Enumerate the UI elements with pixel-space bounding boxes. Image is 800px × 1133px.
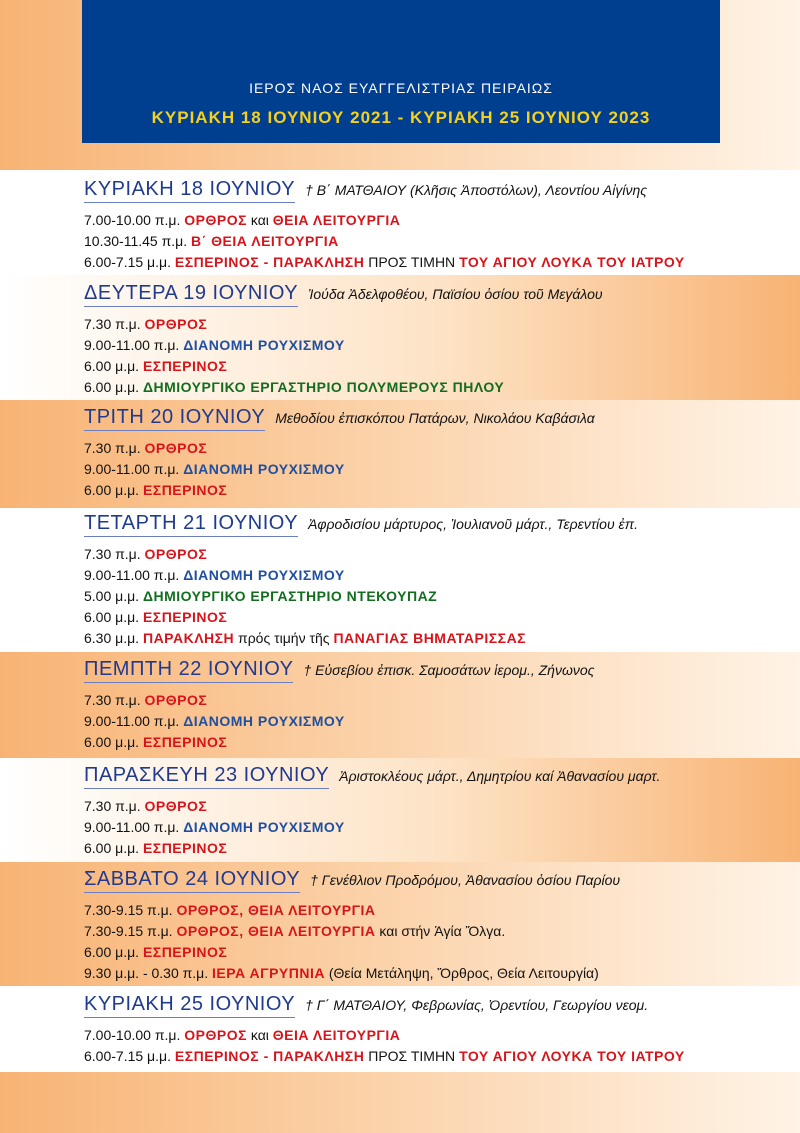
church-name: ΙΕΡΟΣ ΝΑΟΣ ΕΥΑΓΓΕΛΙΣΤΡΙΑΣ ΠΕΙΡΑΙΩΣ (249, 80, 553, 96)
time-text: 6.00 μ.μ. (84, 609, 143, 625)
time-text: 6.00 μ.μ. (84, 734, 143, 750)
service-name: ΔΙΑΝΟΜΗ ΡΟΥΧΙΣΜΟΥ (183, 567, 345, 583)
service-name: ΙΕΡΑ ΑΓΡΥΠΝΙΑ (212, 965, 325, 981)
saint-of-day: Ἰούδα Ἀδελφοθέου, Παϊσίου ὁσίου τοῦ Μεγάλου (308, 286, 603, 302)
day-section (84, 178, 764, 273)
saint-of-day: † Γενέθλιον Προδρόμου, Ἀθανασίου ὁσίου Παρίου (310, 872, 621, 888)
schedule-row (84, 921, 764, 942)
service-name: ΠΑΡΑΚΛΗΣΗ (142, 630, 235, 646)
time-text: 7.00-10.00 π.μ. (84, 212, 185, 228)
schedule-row (84, 963, 764, 984)
saint-of-day: † Β΄ ΜΑΤΘΑΙΟΥ (Κλῆσις Ἀποστόλων), Λεοντίου Αἰγίνης (305, 182, 648, 198)
service-name: ΟΡΘΡΟΣ (144, 546, 208, 562)
schedule-row (84, 690, 764, 711)
time-text: και (246, 1027, 273, 1043)
time-text: 7.30 π.μ. (84, 316, 145, 332)
day-heading (84, 993, 764, 1019)
service-name: ΕΣΠΕΡΙΝΟΣ (142, 734, 228, 750)
service-name: ΔΙΑΝΟΜΗ ΡΟΥΧΙΣΜΟΥ (183, 461, 345, 477)
time-text: 7.30 π.μ. (84, 798, 145, 814)
saint-of-day: Ἀφροδισίου μάρτυρος, Ἰουλιανοῦ μάρτ., Τερεντίου ἐπ. (308, 516, 638, 532)
schedule-row (84, 459, 764, 480)
day-heading (84, 658, 764, 684)
schedule-row (84, 1046, 764, 1067)
saint-of-day: Ἀριστοκλέους μάρτ., Δημητρίου καί Ἀθανασίου μαρτ. (339, 768, 661, 784)
schedule-row (84, 544, 764, 565)
day-section (84, 764, 764, 859)
service-name: ΟΡΘΡΟΣ (144, 316, 208, 332)
time-text: 7.00-10.00 π.μ. (84, 1027, 185, 1043)
service-name: ΔΙΑΝΟΜΗ ΡΟΥΧΙΣΜΟΥ (183, 337, 345, 353)
time-text: 6.00 μ.μ. (84, 944, 143, 960)
service-name: ΘΕΙΑ ΛΕΙΤΟΥΡΓΙΑ (272, 1027, 401, 1043)
day-heading (84, 868, 764, 894)
service-name: ΕΣΠΕΡΙΝΟΣ - ΠΑΡΑΚΛΗΣΗ (174, 1048, 365, 1064)
service-name: ΟΡΘΡΟΣ (144, 798, 208, 814)
saint-of-day: Μεθοδίου ἐπισκόπου Πατάρων, Νικολάου Καβάσιλα (275, 410, 595, 426)
day-name: ΠΑΡΑΣΚΕΥΗ 23 ΙΟΥΝΙΟΥ (84, 764, 329, 789)
schedule-row (84, 480, 764, 501)
date-range-title: ΚΥΡΙΑΚΗ 18 ΙΟΥΝΙΟΥ 2021 - ΚΥΡΙΑΚΗ 25 ΙΟΥΝΙΟΥ 2023 (151, 108, 651, 127)
header-banner (82, 0, 720, 143)
time-text: 6.30 μ.μ. (84, 630, 143, 646)
schedule-row (84, 377, 764, 398)
time-text: 7.30-9.15 π.μ. (84, 902, 177, 918)
service-name: ΔΗΜΙΟΥΡΓΙΚΟ ΕΡΓΑΣΤΗΡΙΟ ΝΤΕΚΟΥΠΑΖ (142, 588, 438, 604)
day-heading (84, 178, 764, 204)
time-text: 7.30 π.μ. (84, 692, 145, 708)
day-section (84, 512, 764, 649)
service-name: ΠΑΝΑΓΙΑΣ ΒΗΜΑΤΑΡΙΣΣΑΣ (333, 630, 527, 646)
day-heading (84, 512, 764, 538)
time-text: και (246, 212, 273, 228)
day-section (84, 868, 764, 984)
time-text: 6.00 μ.μ. (84, 482, 143, 498)
schedule-row (84, 817, 764, 838)
time-text: 5.00 μ.μ. (84, 588, 143, 604)
time-text: 6.00 μ.μ. (84, 379, 143, 395)
service-name: ΕΣΠΕΡΙΝΟΣ (142, 358, 228, 374)
schedule-row (84, 335, 764, 356)
time-text: 6.00 μ.μ. (84, 358, 143, 374)
schedule-row (84, 210, 764, 231)
schedule-row (84, 607, 764, 628)
saint-of-day: † Εὐσεβίου ἐπισκ. Σαμοσάτων ἱερομ., Ζήνωνος (303, 662, 595, 678)
time-text: 7.30 π.μ. (84, 546, 145, 562)
day-name: ΤΕΤΑΡΤΗ 21 ΙΟΥΝΙΟΥ (84, 512, 298, 537)
time-text: 10.30-11.45 π.μ. (84, 233, 191, 249)
saint-of-day: † Γ΄ ΜΑΤΘΑΙΟΥ, Φεβρωνίας, Ὀρεντίου, Γεωργίου νεομ. (305, 997, 649, 1013)
time-text: 9.00-11.00 π.μ. (84, 819, 184, 835)
day-section (84, 658, 764, 753)
time-text: (Θεία Μετάληψη, Ὄρθρος, Θεία Λειτουργία) (324, 965, 599, 981)
schedule-row (84, 231, 764, 252)
schedule-row (84, 628, 764, 649)
time-text: 7.30-9.15 π.μ. (84, 923, 177, 939)
time-text: και στήν Ἁγία Ὄλγα. (375, 923, 506, 939)
schedule-row (84, 252, 764, 273)
service-name: ΕΣΠΕΡΙΝΟΣ (142, 482, 228, 498)
service-name: ΟΡΘΡΟΣ (184, 1027, 247, 1043)
time-text: 6.00-7.15 μ.μ. (84, 254, 175, 270)
day-heading (84, 406, 764, 432)
day-section (84, 993, 764, 1067)
time-text: πρός τιμήν τῆς (234, 630, 334, 646)
service-name: ΔΙΑΝΟΜΗ ΡΟΥΧΙΣΜΟΥ (183, 819, 345, 835)
schedule-row (84, 586, 764, 607)
day-name: ΚΥΡΙΑΚΗ 18 ΙΟΥΝΙΟΥ (84, 178, 295, 203)
day-section (84, 282, 764, 398)
time-text: 9.00-11.00 π.μ. (84, 337, 184, 353)
schedule-row (84, 356, 764, 377)
service-name: ΕΣΠΕΡΙΝΟΣ - ΠΑΡΑΚΛΗΣΗ (174, 254, 365, 270)
day-name: ΣΑΒΒΑΤΟ 24 ΙΟΥΝΙΟΥ (84, 868, 300, 893)
schedule-row (84, 314, 764, 335)
time-text: ΠΡΟΣ ΤΙΜΗΝ (364, 1048, 460, 1064)
service-name: ΕΣΠΕΡΙΝΟΣ (142, 609, 228, 625)
day-heading (84, 282, 764, 308)
service-name: Β΄ ΘΕΙΑ ΛΕΙΤΟΥΡΓΙΑ (190, 233, 339, 249)
schedule-row (84, 900, 764, 921)
schedule-row (84, 438, 764, 459)
service-name: ΕΣΠΕΡΙΝΟΣ (142, 840, 228, 856)
schedule-row (84, 732, 764, 753)
time-text: 9.00-11.00 π.μ. (84, 567, 184, 583)
time-text: 6.00-7.15 μ.μ. (84, 1048, 175, 1064)
day-name: ΠΕΜΠΤΗ 22 ΙΟΥΝΙΟΥ (84, 658, 293, 683)
service-name: ΔΙΑΝΟΜΗ ΡΟΥΧΙΣΜΟΥ (183, 713, 345, 729)
day-heading (84, 764, 764, 790)
service-name: ΟΡΘΡΟΣ (184, 212, 247, 228)
day-name: ΤΡΙΤΗ 20 ΙΟΥΝΙΟΥ (84, 406, 265, 431)
service-name: ΤΟΥ ΑΓΙΟΥ ΛΟΥΚΑ ΤΟΥ ΙΑΤΡΟΥ (459, 1048, 685, 1064)
time-text: 7.30 π.μ. (84, 440, 145, 456)
schedule-row (84, 838, 764, 859)
service-name: ΘΕΙΑ ΛΕΙΤΟΥΡΓΙΑ (272, 212, 401, 228)
time-text: ΠΡΟΣ ΤΙΜΗΝ (364, 254, 460, 270)
schedule-row (84, 565, 764, 586)
service-name: ΟΡΘΡΟΣ (144, 440, 208, 456)
schedule-row (84, 796, 764, 817)
day-name: ΚΥΡΙΑΚΗ 25 ΙΟΥΝΙΟΥ (84, 993, 295, 1018)
service-name: ΕΣΠΕΡΙΝΟΣ (142, 944, 228, 960)
background-band (0, 1072, 800, 1133)
service-name: ΟΡΘΡΟΣ, ΘΕΙΑ ΛΕΙΤΟΥΡΓΙΑ (176, 923, 376, 939)
time-text: 9.30 μ.μ. - 0.30 π.μ. (84, 965, 213, 981)
service-name: ΟΡΘΡΟΣ, ΘΕΙΑ ΛΕΙΤΟΥΡΓΙΑ (176, 902, 376, 918)
service-name: ΟΡΘΡΟΣ (144, 692, 208, 708)
day-name: ΔΕΥΤΕΡΑ 19 ΙΟΥΝΙΟΥ (84, 282, 298, 307)
day-section (84, 406, 764, 501)
schedule-row (84, 942, 764, 963)
time-text: 9.00-11.00 π.μ. (84, 713, 184, 729)
service-name: ΔΗΜΙΟΥΡΓΙΚΟ ΕΡΓΑΣΤΗΡΙΟ ΠΟΛΥΜΕΡΟΥΣ ΠΗΛΟΥ (142, 379, 505, 395)
service-name: ΤΟΥ ΑΓΙΟΥ ΛΟΥΚΑ ΤΟΥ ΙΑΤΡΟΥ (459, 254, 685, 270)
schedule-row (84, 711, 764, 732)
time-text: 9.00-11.00 π.μ. (84, 461, 184, 477)
schedule-row (84, 1025, 764, 1046)
time-text: 6.00 μ.μ. (84, 840, 143, 856)
